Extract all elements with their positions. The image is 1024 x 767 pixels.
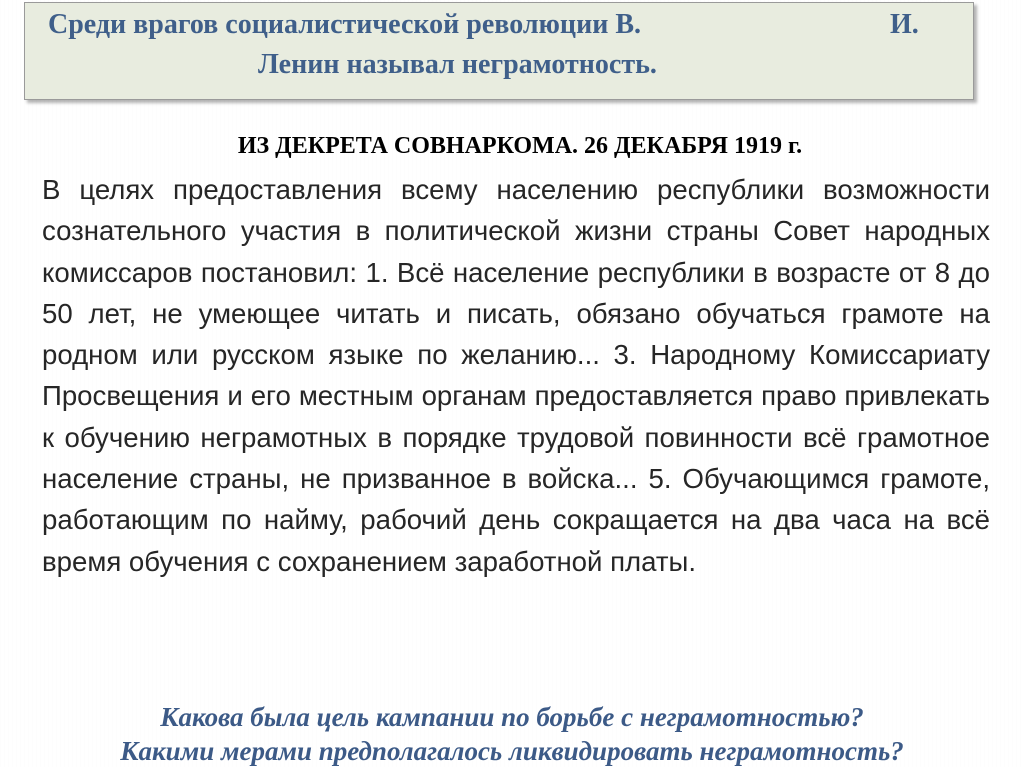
slide-title-line-1: Среди врагов социалистической революции В. <box>48 9 642 40</box>
question-2: Какими мерами предполагалось ликвидировать неграмотность? <box>120 736 904 766</box>
slide-title-initial: И. <box>890 9 919 40</box>
decree-heading: ИЗ ДЕКРЕТА СОВНАРКОМА. 26 ДЕКАБРЯ 1919 г. <box>237 133 803 159</box>
decree-text: В целях предоставления всему населению республики возможности сознательного участия в политической жизни страны Совет народных комиссаров постановил: 1. Всё население республики в возрасте от 8 до 50 лет, не умеющее читать и писать, обязано обучаться грамоте на родном или русском языке по желанию... 3. Народному Комиссариату Просвещения и его местным органам предоставляется право привлекать к обучению неграмотных в порядке трудовой повинности всё грамотное население страны, не призванное в войска... 5. Обучающимся грамоте, работающим по найму, рабочий день сокращается на два часа на всё время обучения с сохранением заработной платы. <box>42 174 990 577</box>
question-1: Какова была цель кампании по борьбе с неграмотностью? <box>160 702 864 732</box>
slide-title-line-2: Ленин называл неграмотность. <box>258 49 657 80</box>
